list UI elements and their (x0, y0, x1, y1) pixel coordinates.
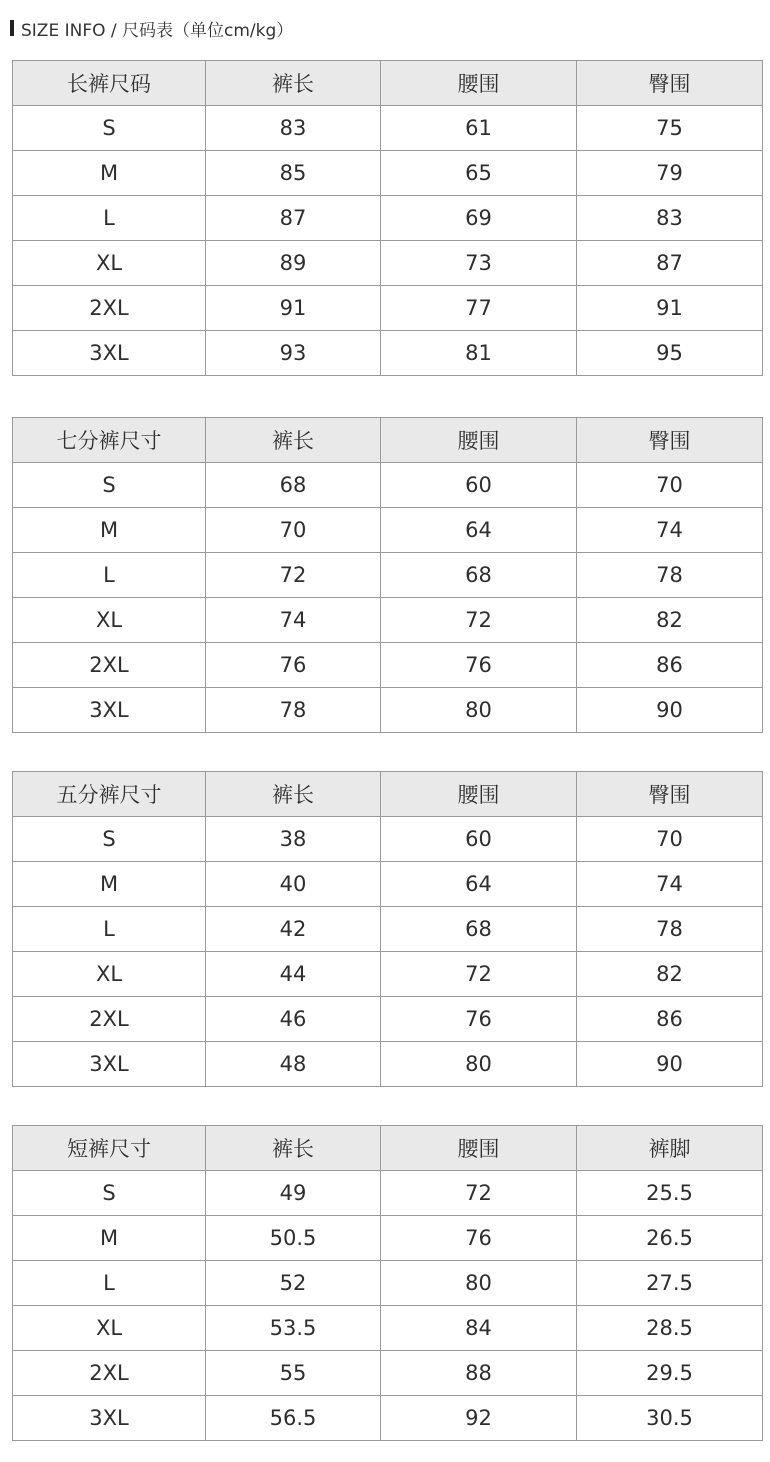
header-cell: 长裤尺码 (13, 61, 206, 106)
value-cell: 78 (577, 907, 763, 952)
value-cell: 72 (381, 598, 577, 643)
table-row (13, 286, 763, 331)
value-cell: 91 (206, 286, 381, 331)
value-cell: 60 (381, 463, 577, 508)
value-cell: 86 (577, 643, 763, 688)
size-cell: 2XL (13, 997, 206, 1042)
value-cell: 46 (206, 997, 381, 1042)
value-cell: 82 (577, 598, 763, 643)
value-cell: 79 (577, 151, 763, 196)
value-cell: 83 (206, 106, 381, 151)
value-cell: 70 (206, 508, 381, 553)
size-cell: M (13, 862, 206, 907)
header-cell: 七分裤尺寸 (13, 418, 206, 463)
value-cell: 25.5 (577, 1171, 763, 1216)
size-cell: L (13, 907, 206, 952)
table-header-row (13, 61, 763, 106)
value-cell: 65 (381, 151, 577, 196)
header-title: SIZE INFO / 尺码表（单位cm/kg） (21, 20, 294, 41)
value-cell: 48 (206, 1042, 381, 1087)
value-cell: 49 (206, 1171, 381, 1216)
size-cell: M (13, 151, 206, 196)
value-cell: 68 (206, 463, 381, 508)
table-row (13, 598, 763, 643)
value-cell: 42 (206, 907, 381, 952)
value-cell: 73 (381, 241, 577, 286)
header-cell: 裤长 (206, 418, 381, 463)
size-table-long-pants (12, 60, 763, 376)
value-cell: 55 (206, 1351, 381, 1396)
value-cell: 50.5 (206, 1216, 381, 1261)
table-row (13, 1261, 763, 1306)
value-cell: 61 (381, 106, 577, 151)
table-row (13, 997, 763, 1042)
value-cell: 28.5 (577, 1306, 763, 1351)
size-cell: 2XL (13, 1351, 206, 1396)
size-cell: 3XL (13, 688, 206, 733)
value-cell: 52 (206, 1261, 381, 1306)
table-row (13, 643, 763, 688)
value-cell: 92 (381, 1396, 577, 1441)
value-cell: 87 (206, 196, 381, 241)
size-cell: S (13, 1171, 206, 1216)
value-cell: 70 (577, 817, 763, 862)
value-cell: 95 (577, 331, 763, 376)
header-cell: 裤长 (206, 772, 381, 817)
value-cell: 64 (381, 508, 577, 553)
table-row (13, 508, 763, 553)
size-cell: S (13, 463, 206, 508)
value-cell: 76 (206, 643, 381, 688)
value-cell: 81 (381, 331, 577, 376)
value-cell: 74 (206, 598, 381, 643)
table-header-row (13, 418, 763, 463)
table-row (13, 1042, 763, 1087)
value-cell: 93 (206, 331, 381, 376)
size-info-header (10, 14, 293, 42)
value-cell: 78 (577, 553, 763, 598)
value-cell: 27.5 (577, 1261, 763, 1306)
size-cell: XL (13, 598, 206, 643)
value-cell: 40 (206, 862, 381, 907)
size-cell: 3XL (13, 1396, 206, 1441)
header-cell: 短裤尺寸 (13, 1126, 206, 1171)
value-cell: 56.5 (206, 1396, 381, 1441)
value-cell: 29.5 (577, 1351, 763, 1396)
value-cell: 38 (206, 817, 381, 862)
value-cell: 60 (381, 817, 577, 862)
header-cell: 臀围 (577, 772, 763, 817)
value-cell: 90 (577, 688, 763, 733)
header-cell: 裤长 (206, 1126, 381, 1171)
size-cell: 2XL (13, 643, 206, 688)
value-cell: 76 (381, 1216, 577, 1261)
header-cell: 裤脚 (577, 1126, 763, 1171)
value-cell: 68 (381, 907, 577, 952)
value-cell: 44 (206, 952, 381, 997)
size-cell: L (13, 1261, 206, 1306)
value-cell: 87 (577, 241, 763, 286)
value-cell: 85 (206, 151, 381, 196)
value-cell: 30.5 (577, 1396, 763, 1441)
table-row (13, 196, 763, 241)
value-cell: 82 (577, 952, 763, 997)
value-cell: 80 (381, 1261, 577, 1306)
value-cell: 78 (206, 688, 381, 733)
header-cell: 裤长 (206, 61, 381, 106)
value-cell: 80 (381, 1042, 577, 1087)
value-cell: 26.5 (577, 1216, 763, 1261)
table-row (13, 331, 763, 376)
size-cell: 2XL (13, 286, 206, 331)
table-row (13, 907, 763, 952)
value-cell: 53.5 (206, 1306, 381, 1351)
value-cell: 64 (381, 862, 577, 907)
table-row (13, 688, 763, 733)
table-header-row (13, 1126, 763, 1171)
value-cell: 83 (577, 196, 763, 241)
size-table-half-pants (12, 771, 763, 1087)
value-cell: 72 (381, 1171, 577, 1216)
table-row (13, 1351, 763, 1396)
size-cell: M (13, 508, 206, 553)
value-cell: 91 (577, 286, 763, 331)
size-cell: L (13, 553, 206, 598)
value-cell: 80 (381, 688, 577, 733)
value-cell: 76 (381, 643, 577, 688)
table-row (13, 1306, 763, 1351)
header-bar-mark (10, 20, 14, 36)
value-cell: 74 (577, 508, 763, 553)
table-row (13, 106, 763, 151)
size-cell: S (13, 106, 206, 151)
table-row (13, 151, 763, 196)
size-cell: 3XL (13, 331, 206, 376)
table-row (13, 463, 763, 508)
table-header-row (13, 772, 763, 817)
header-cell: 五分裤尺寸 (13, 772, 206, 817)
size-cell: XL (13, 952, 206, 997)
size-cell: S (13, 817, 206, 862)
value-cell: 89 (206, 241, 381, 286)
value-cell: 75 (577, 106, 763, 151)
header-cell: 腰围 (381, 61, 577, 106)
table-row (13, 241, 763, 286)
table-row (13, 553, 763, 598)
size-cell: L (13, 196, 206, 241)
size-table-cropped-pants (12, 417, 763, 733)
size-cell: 3XL (13, 1042, 206, 1087)
table-row (13, 952, 763, 997)
header-cell: 腰围 (381, 772, 577, 817)
size-cell: XL (13, 241, 206, 286)
value-cell: 90 (577, 1042, 763, 1087)
value-cell: 77 (381, 286, 577, 331)
value-cell: 86 (577, 997, 763, 1042)
size-table-shorts (12, 1125, 763, 1441)
value-cell: 74 (577, 862, 763, 907)
table-row (13, 1396, 763, 1441)
header-cell: 臀围 (577, 418, 763, 463)
table-row (13, 1216, 763, 1261)
value-cell: 72 (206, 553, 381, 598)
table-row (13, 1171, 763, 1216)
value-cell: 88 (381, 1351, 577, 1396)
header-cell: 腰围 (381, 1126, 577, 1171)
size-cell: XL (13, 1306, 206, 1351)
value-cell: 76 (381, 997, 577, 1042)
table-row (13, 862, 763, 907)
value-cell: 69 (381, 196, 577, 241)
value-cell: 72 (381, 952, 577, 997)
header-cell: 腰围 (381, 418, 577, 463)
size-cell: M (13, 1216, 206, 1261)
table-row (13, 817, 763, 862)
value-cell: 84 (381, 1306, 577, 1351)
value-cell: 70 (577, 463, 763, 508)
value-cell: 68 (381, 553, 577, 598)
header-cell: 臀围 (577, 61, 763, 106)
